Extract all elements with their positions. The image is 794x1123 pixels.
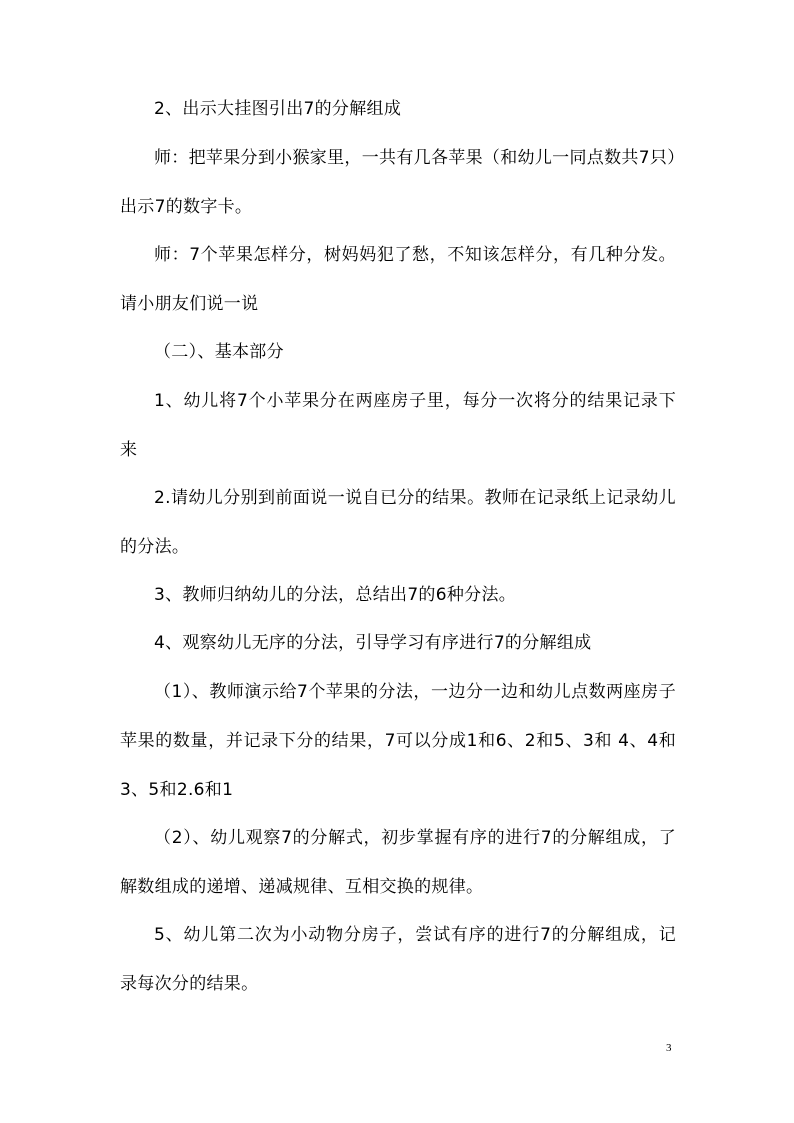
paragraph-6: 2.请幼儿分别到前面说一说自已分的结果。教师在记录纸上记录幼儿的分法。 xyxy=(120,488,676,557)
page-number: 3 xyxy=(666,1042,672,1054)
paragraph-4-section-heading: （二）、基本部分 xyxy=(154,342,284,362)
paragraph-8: 4、观察幼儿无序的分法，引导学习有序进行7的分解组成 xyxy=(154,633,592,653)
paragraph-5: 1、幼儿将7个小苹果分在两座房子里，每分一次将分的结果记录下来 xyxy=(120,391,676,460)
paragraph-11: 5、幼儿第二次为小动物分房子，尝试有序的进行7的分解组成，记录每次分的结果。 xyxy=(120,925,676,994)
paragraph-2: 师：把苹果分到小猴家里，一共有几各苹果（和幼儿一同点数共7只）出示7的数字卡。 xyxy=(120,148,676,217)
paragraph-7: 3、教师归纳幼儿的分法，总结出7的6种分法。 xyxy=(154,585,517,605)
paragraph-3: 师：7个苹果怎样分，树妈妈犯了愁，不知该怎样分，有几种分发。请小朋友们说一说 xyxy=(120,245,676,314)
paragraph-1: 2、出示大挂图引出7的分解组成 xyxy=(154,99,402,119)
paragraph-10: （2）、幼儿观察7的分解式，初步掌握有序的进行7的分解组成，了解数组成的递增、递减规律、互相交换的规律。 xyxy=(120,828,676,897)
paragraph-9: （1）、教师演示给7个苹果的分法，一边分一边和幼儿点数两座房子苹果的数量，并记录下分的结果，7可以分成1和6、2和5、3和 4、4和3、5和2.6和1 xyxy=(120,682,676,800)
